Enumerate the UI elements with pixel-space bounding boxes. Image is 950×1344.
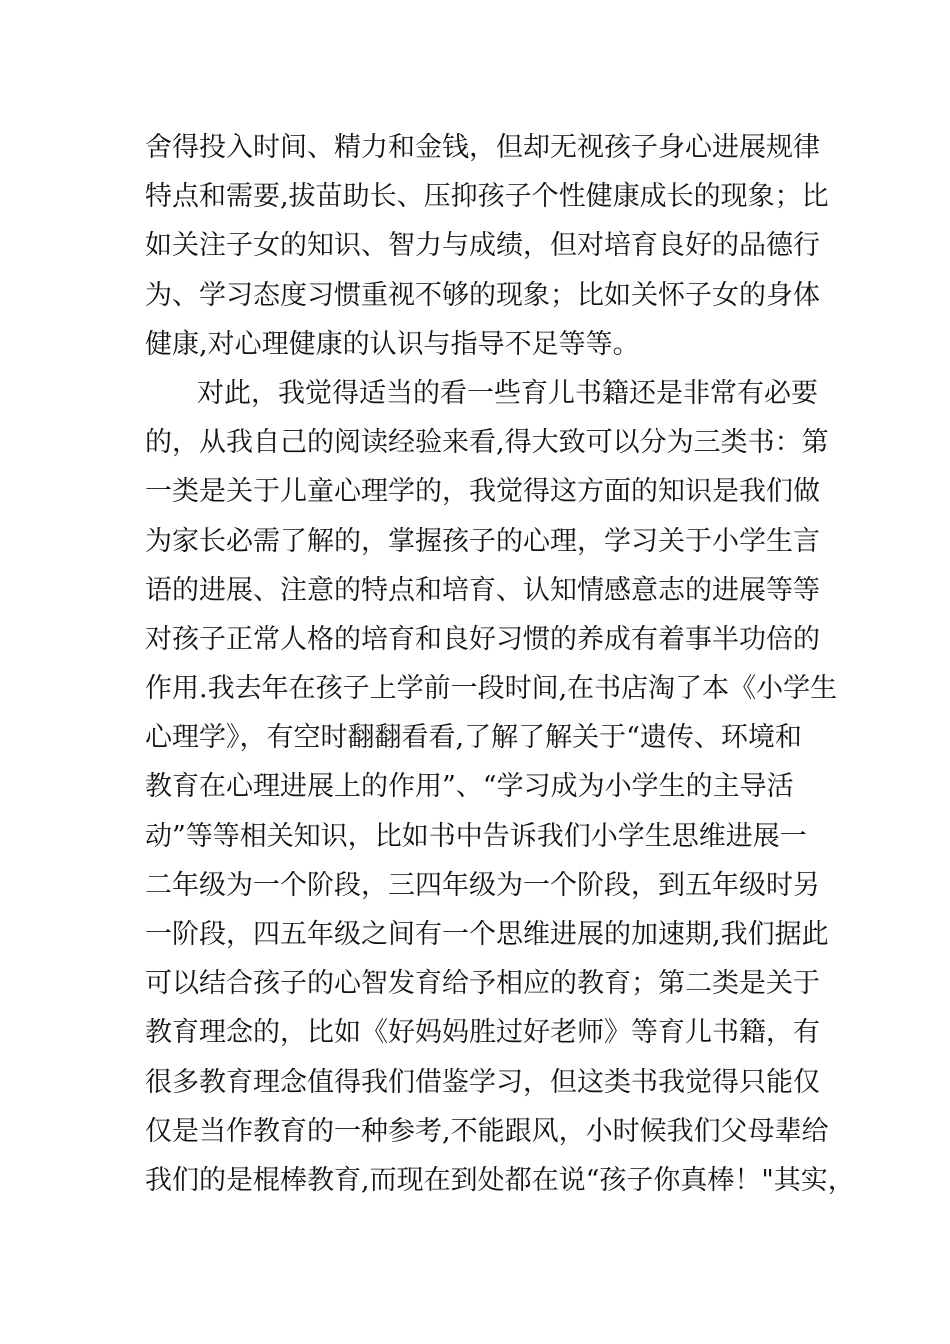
text-line: 可以结合孩子的心智发育给予相应的教育；第二类是关于 bbox=[145, 968, 820, 1000]
text-line: 我们的是棍棒教育,而现在到处都在说“孩子你真棒！"其实， bbox=[145, 1164, 855, 1196]
text-line: 动”等等相关知识，比如书中告诉我们小学生思维进展一 bbox=[145, 820, 807, 852]
text-line: 教育理念的，比如《好妈妈胜过好老师》等育儿书籍，有 bbox=[145, 1017, 820, 1049]
text-line: 心理学》，有空时翻翻看看,了解了解关于“遗传、环境和 bbox=[145, 722, 802, 754]
text-line: 作用.我去年在孩子上学前一段时间,在书店淘了本《小学生 bbox=[145, 673, 838, 705]
text-line: 一类是关于儿童心理学的，我觉得这方面的知识是我们做 bbox=[145, 476, 820, 508]
text-line: 舍得投入时间、精力和金钱，但却无视孩子身心进展规律 bbox=[145, 132, 820, 163]
text-line: 一阶段，四五年级之间有一个思维进展的加速期,我们据此 bbox=[145, 919, 829, 950]
text-line: 语的进展、注意的特点和培育、认知情感意志的进展等等 bbox=[145, 574, 820, 606]
text-line: 对此，我觉得适当的看一些育儿书籍还是非常有必要 bbox=[197, 377, 818, 409]
text-line: 很多教育理念值得我们借鉴学习，但这类书我觉得只能仅 bbox=[145, 1066, 820, 1098]
text-line: 教育在心理进展上的作用”、“学习成为小学生的主导活 bbox=[145, 771, 794, 803]
text-line: 健康,对心理健康的认识与指导不足等等。 bbox=[145, 328, 640, 360]
paragraph-1 bbox=[145, 123, 829, 369]
text-line: 特点和需要,拔苗助长、压抑孩子个性健康成长的现象；比 bbox=[145, 181, 829, 213]
text-line: 为家长必需了解的，掌握孩子的心理，学习关于小学生言 bbox=[145, 525, 820, 557]
document-body bbox=[145, 123, 855, 1205]
text-line: 对孩子正常人格的培育和良好习惯的养成有着事半功倍的 bbox=[145, 623, 820, 655]
paragraph-2 bbox=[145, 369, 855, 1205]
text-line: 的，从我自己的阅读经验来看,得大致可以分为三类书：第 bbox=[145, 427, 829, 459]
text-line: 如关注子女的知识、智力与成绩，但对培育良好的品德行 bbox=[145, 230, 820, 262]
text-line: 二年级为一个阶段，三四年级为一个阶段，到五年级时另 bbox=[145, 869, 820, 901]
text-line: 为、学习态度习惯重视不够的现象；比如关怀子女的身体 bbox=[145, 279, 820, 311]
text-line: 仅是当作教育的一种参考,不能跟风，小时候我们父母辈给 bbox=[145, 1115, 829, 1147]
